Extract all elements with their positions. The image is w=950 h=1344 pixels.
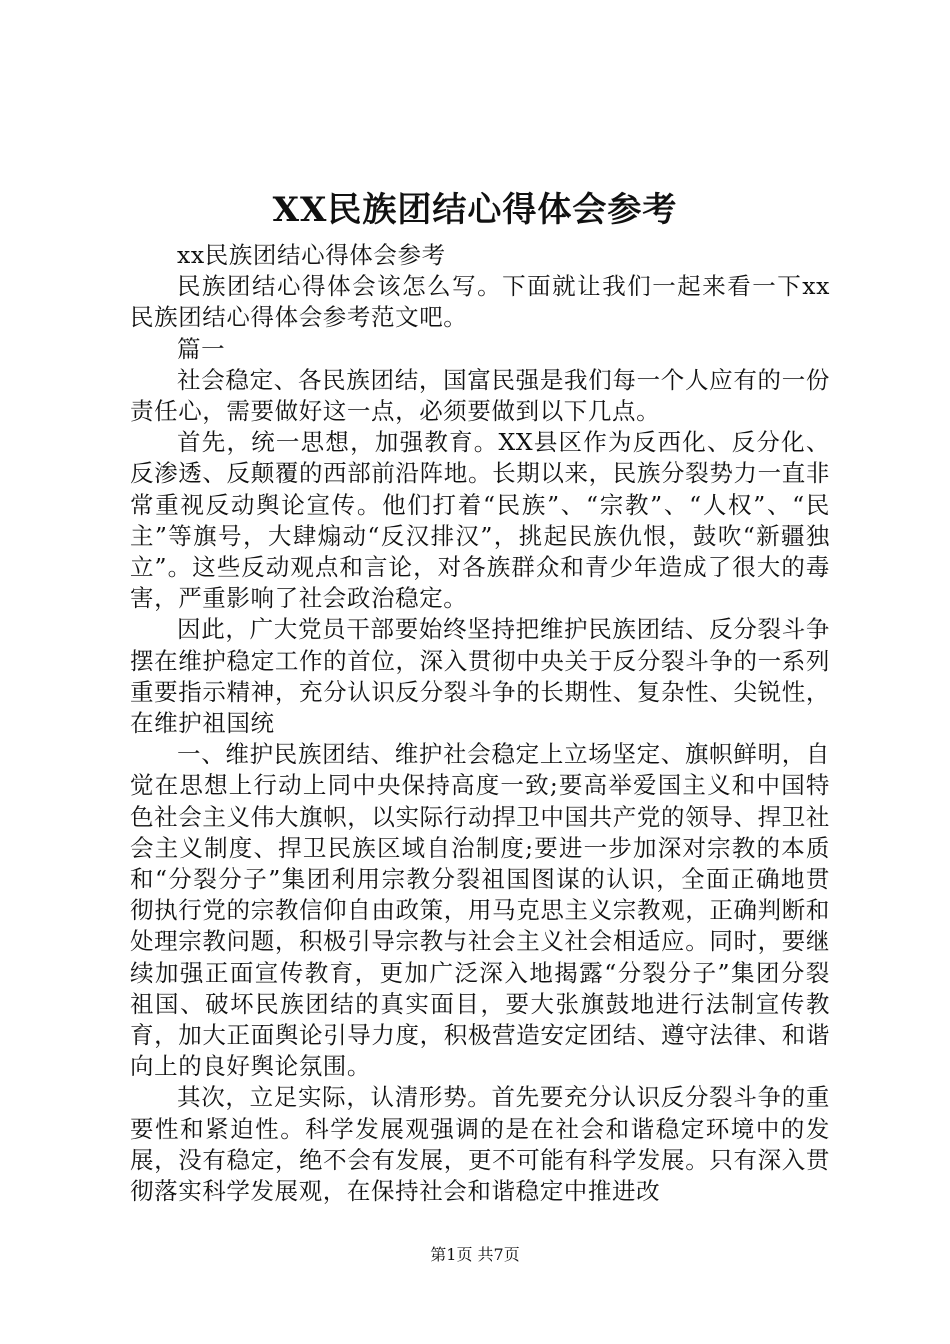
document-body (130, 240, 830, 1207)
page-footer: 第1页 共7页 (430, 1245, 520, 1264)
paragraph: 一、维护民族团结、维护社会稳定上立场坚定、旗帜鲜明，自觉在思想上行动上同中央保持高度一致;要高举爱国主义和中国特色社会主义伟大旗帜，以实际行动捍卫中国共产党的领导、捍卫社会主义制度、捍卫民族区域自治制度;要进一步加深对宗教的本质和“分裂分子”集团利用宗教分裂祖国图谋的认识，全面正确地贯彻执行党的宗教信仰自由政策，用马克思主义宗教观，正确判断和处理宗教问题，积极引导宗教与社会主义社会相适应。同时，要继续加强正面宣传教育，更加广泛深入地揭露“分裂分子”集团分裂祖国、破坏民族团结的真实面目，要大张旗鼓地进行法制宣传教育，加大正面舆论引导力度，积极营造安定团结、遵守法律、和谐向上的良好舆论氛围。 (130, 740, 830, 1081)
paragraph: 首先，统一思想，加强教育。XX县区作为反西化、反分化、反渗透、反颠覆的西部前沿阵地。长期以来，民族分裂势力一直非常重视反动舆论宣传。他们打着“民族”、“宗教”、“人权”、“民主”等旗号，大肆煽动“反汉排汉”，挑起民族仇恨，鼓吹“新疆独立”。这些反动观点和言论，对各族群众和青少年造成了很大的毒害，严重影响了社会政治稳定。 (130, 428, 830, 613)
paragraph: xx民族团结心得体会参考 (177, 241, 446, 269)
paragraph: 社会稳定、各民族团结，国富民强是我们每一个人应有的一份责任心，需要做好这一点，必须要做到以下几点。 (130, 365, 830, 426)
document-title: XX民族团结心得体会参考 (272, 190, 678, 230)
paragraph: 篇一 (177, 334, 226, 363)
paragraph: 民族团结心得体会该怎么写。下面就让我们一起来看一下xx民族团结心得体会参考范文吧。 (130, 272, 830, 332)
paragraph: 因此，广大党员干部要始终坚持把维护民族团结、反分裂斗争摆在维护稳定工作的首位，深入贯彻中央关于反分裂斗争的一系列重要指示精神，充分认识反分裂斗争的长期性、复杂性、尖锐性，在维护祖国统 (130, 615, 830, 738)
paragraph: 其次，立足实际，认清形势。首先要充分认识反分裂斗争的重要性和紧迫性。科学发展观强调的是在社会和谐稳定环境中的发展，没有稳定，绝不会有发展，更不可能有科学发展。只有深入贯彻落实科学发展观，在保持社会和谐稳定中推进改 (130, 1083, 830, 1206)
